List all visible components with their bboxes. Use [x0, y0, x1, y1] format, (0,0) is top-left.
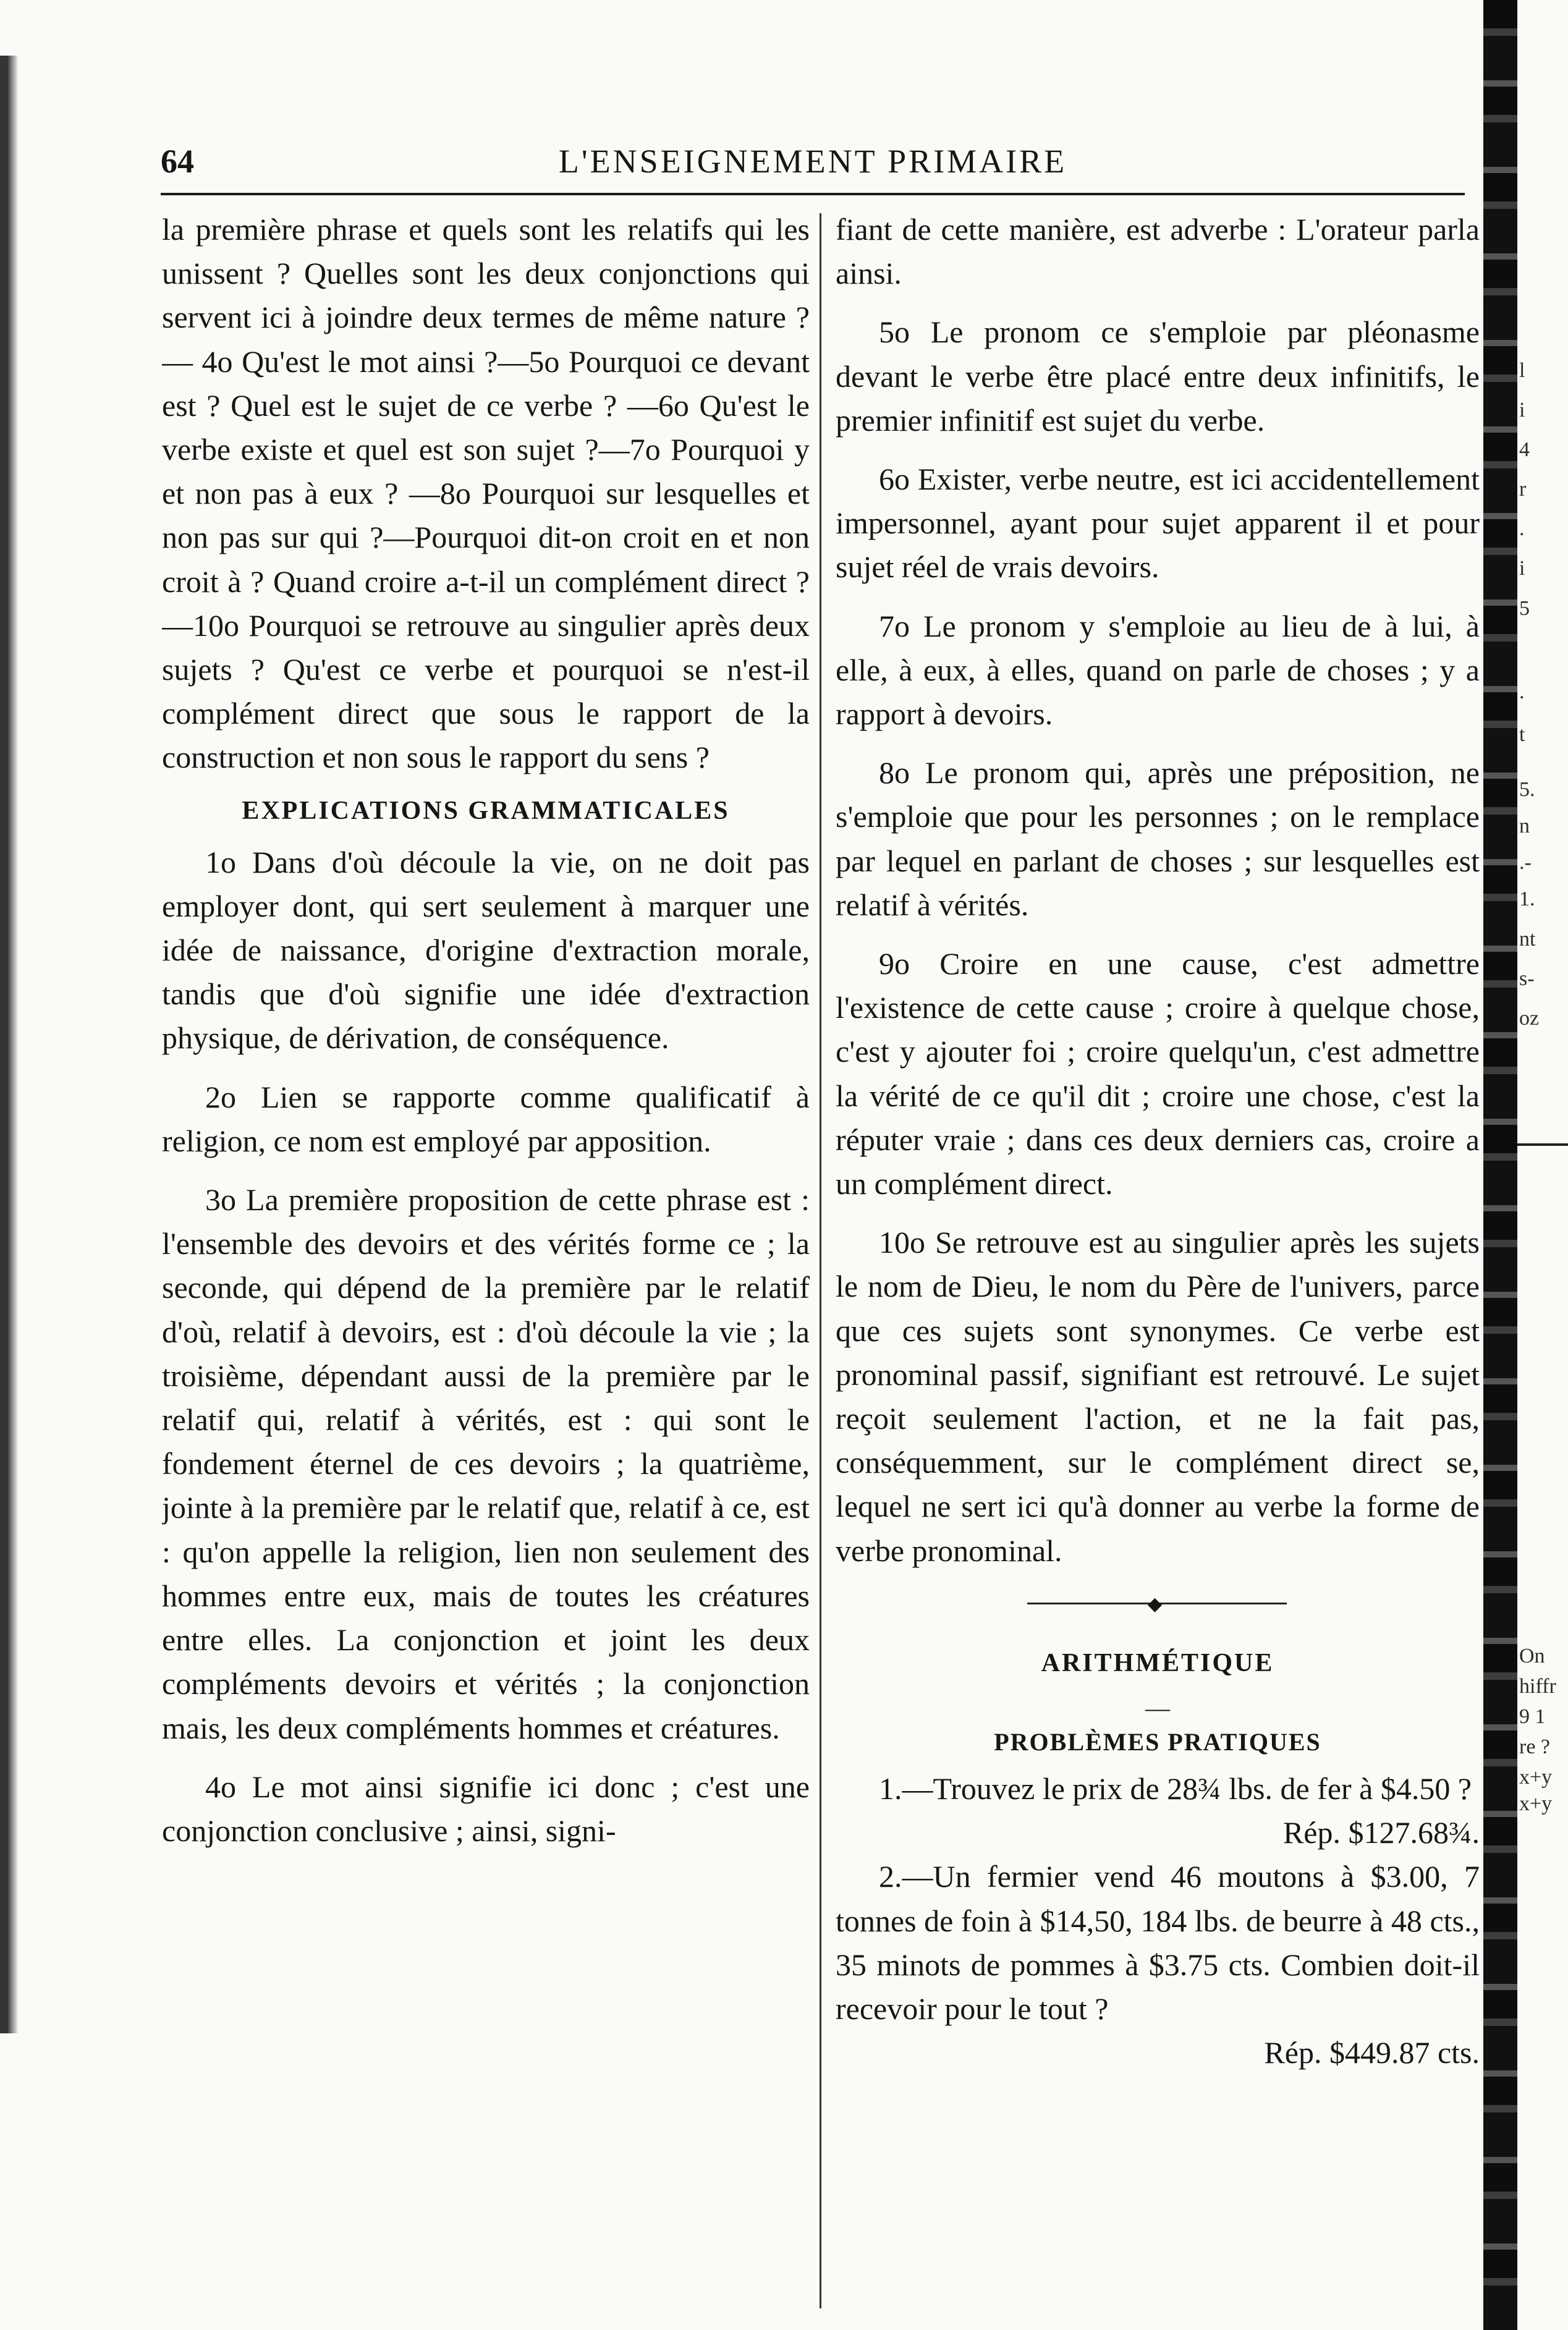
section-ornament: [836, 1573, 1480, 1632]
right-column: [836, 208, 1480, 2309]
explanation-9: 9o Croire en une cause, c'est admettre l'existence de cette cause ; croire à quelque chose, c'est y ajouter foi ; croire quelqu'un, c'est admettre la vérité de ce qu'il dit ; croire une chose, c'est la réputer vraie ; dans ces deux derniers cas, croire a un complément direct.: [836, 946, 1480, 1201]
bleed-char: .: [1519, 680, 1525, 703]
running-head: [161, 142, 1465, 192]
explanation-2: 2o Lien se rapporte comme qualificatif à religion, ce nom est employé par apposition.: [162, 1079, 810, 1158]
bleed-char: i: [1519, 557, 1525, 580]
bleed-char: r: [1519, 478, 1527, 501]
explanation-4: 4o Le mot ainsi signifie ici donc ; c'est une conjonction conclusive ; ainsi, signi-: [162, 1769, 810, 1848]
problem-1-answer: Rép. $127.68¾.: [1282, 1815, 1480, 1850]
problem-1-text: 1.—Trouvez le prix de 28¾ lbs. de fer à $4.50 ?: [879, 1771, 1472, 1806]
explanation-7: 7o Le pronom y s'emploie au lieu de à lui, à elle, à eux, à elles, quand on parle de choses ; y a rapport à devoirs.: [836, 608, 1480, 732]
questions-paragraph: la première phrase et quels sont les relatifs qui les unissent ? Quelles sont les deux conjonctions qui servent ici à joindre deux termes de même nature ?— 4o Qu'est le mot ainsi ?—5o Pourquoi ce devant est ? Quel est le sujet de ce verbe ? —6o Qu'est le verbe existe et quel est son sujet ?—7o Pourquoi y et non pas à eux ? —8o Pourquoi sur lesquelles et non pas sur qui ?—Pourquoi dit-on croit en et non croit à ? Quand croire a-t-il un complément direct ?—10o Pourquoi se retrouve au singulier après deux sujets ? Qu'est ce verbe et pourquoi se n'est-il complément direct que sous le rapport de la construction et non sous le rapport du sens ?: [162, 212, 810, 775]
explanation-8: 8o Le pronom qui, après une préposition, ne s'emploie que pour les personnes ; on le remplace par lequel en parlant de choses ; sur lesquelles est relatif à vérités.: [836, 755, 1480, 922]
bleed-char: hiffr: [1519, 1675, 1556, 1698]
page-edge-binding-right: [1483, 0, 1517, 2330]
bleed-char: i: [1519, 399, 1525, 422]
bleed-char: nt: [1519, 927, 1536, 951]
page-number: 64: [161, 143, 194, 180]
bleed-char: 4: [1519, 438, 1530, 462]
bleed-char: 5: [1519, 596, 1530, 620]
explanation-10: 10o Se retrouve est au singulier après les sujets le nom de Dieu, le nom du Père de l'univers, parce que ces sujets sont synonymes. Ce verbe est pronominal passif, signifiant est retrouvé. Le sujet reçoit seulement l'action, et ne la fait pas, conséquemment, sur le complément direct se, lequel ne sert ici qu'à donner au verbe la forme de verbe pronominal.: [836, 1225, 1480, 1568]
explanation-1: 1o Dans d'où découle la vie, on ne doit pas employer dont, qui sert seulement à marquer une idée de naissance, d'origine d'extraction morale, tandis que d'où signifie une idée d'extraction physique, de dérivation, de conséquence.: [162, 844, 810, 1056]
explanation-5: 5o Le pronom ce s'emploie par pléonasme devant le verbe être placé entre deux infinitifs, le premier infinitif est sujet du verbe.: [836, 315, 1480, 438]
bleed-char: 1.: [1519, 888, 1535, 911]
problem-1: [836, 1767, 1480, 1855]
problem-2-answer: Rép. $449.87 cts.: [1264, 2035, 1480, 2070]
left-column: [162, 208, 810, 2309]
column-divider: [820, 213, 821, 2308]
bleed-char: 5.: [1519, 778, 1535, 802]
bleed-char: On: [1519, 1645, 1545, 1667]
bleed-char: t: [1519, 723, 1525, 747]
bleed-char: x+y: [1519, 1766, 1553, 1789]
heading-dash: —: [1145, 1693, 1170, 1722]
arithmetic-heading: ARITHMÉTIQUE: [1041, 1648, 1274, 1677]
ornament-diamond: ◆: [1148, 1593, 1163, 1614]
explanation-3: 3o La première proposition de cette phrase est : l'ensemble des devoirs et des vérités forme ce ; la seconde, qui dépend de la première par le relatif d'où, relatif à devoirs, est : d'où découle la vie ; la troisième, dépendant aussi de la première par le relatif qui, relatif à vérités, est : qui sont le fondement éternel de ces devoirs ; la quatrième, jointe à la première par le relatif que, relatif à ce, est : qu'on appelle la religion, lien non seulement des hommes entre eux, mais de toutes les créatures entre elles. La conjonction et joint les deux compléments devoirs et vérités ; la conjonction mais, les deux compléments hommes et créatures.: [162, 1182, 810, 1745]
page-edge-shadow-left: [0, 56, 19, 2033]
bleed-char: .: [1519, 517, 1525, 541]
bleed-char: 9 1: [1519, 1705, 1546, 1729]
margin-bleed-upper: [1519, 358, 1568, 621]
header-rule: [161, 193, 1465, 195]
bleed-char: s-: [1519, 967, 1535, 990]
margin-bleed-lower: [1519, 1644, 1568, 1816]
section-heading: EXPLICATIONS GRAMMATICALES: [242, 796, 730, 825]
bleed-char: l: [1519, 359, 1525, 382]
margin-bleed-rule: [1517, 1143, 1568, 1146]
problem-2: [836, 1855, 1480, 2075]
bleed-char: x+y: [1519, 1792, 1553, 1816]
bleed-char: re ?: [1519, 1735, 1551, 1759]
problem-2-text: 2.—Un fermier vend 46 moutons à $3.00, 7 tonnes de foin à $14,50, 184 lbs. de beurre à 48 cts., 35 minots de pommes à $3.75 cts. Combien doit-il recevoir pour le tout ?: [836, 1859, 1480, 2026]
explanation-6: 6o Exister, verbe neutre, est ici accidentellement impersonnel, ayant pour sujet apparent il et pour sujet réel de vrais devoirs.: [836, 462, 1480, 585]
continuation-paragraph: fiant de cette manière, est adverbe : L'orateur parla ainsi.: [836, 212, 1480, 291]
running-title: L'ENSEIGNEMENT PRIMAIRE: [558, 143, 1067, 180]
bleed-char: .-: [1519, 851, 1532, 875]
problems-heading: PROBLÈMES PRATIQUES: [994, 1727, 1321, 1756]
margin-bleed-middle: [1519, 680, 1568, 1030]
bleed-char: n: [1519, 815, 1530, 838]
bleed-char: oz: [1519, 1006, 1540, 1030]
